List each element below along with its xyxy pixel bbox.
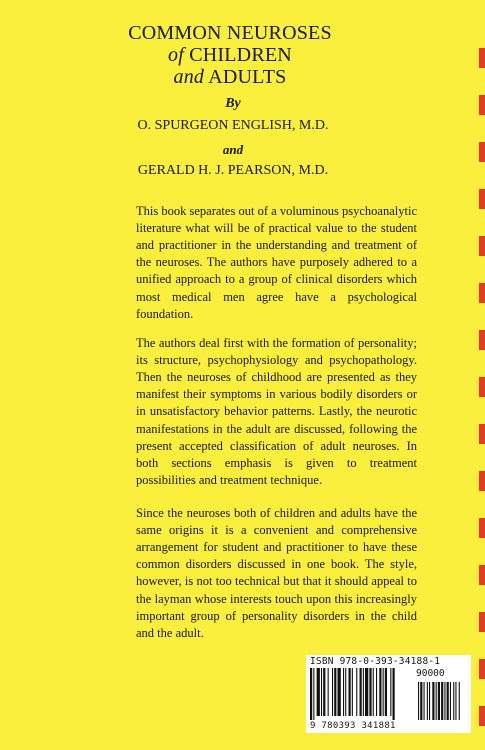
edge-mark bbox=[479, 95, 485, 115]
red-edge-marks bbox=[477, 0, 485, 750]
edge-mark bbox=[479, 142, 485, 162]
edge-mark bbox=[479, 612, 485, 632]
author-1: O. SPURGEON ENGLISH, M.D. bbox=[137, 118, 329, 133]
isbn-text: ISBN 978-0-393-34188-1 bbox=[310, 656, 441, 667]
title-children: CHILDREN bbox=[189, 44, 292, 66]
title-line-3 bbox=[60, 66, 400, 89]
description-paragraph-1: This book separates out of a voluminous psychoanalytic literature what will be of practical value to the student and practitioner in the understanding and treatment of the neuroses. The authors have purposely adhered to a unified approach to a group of clinical disorders which most medical men agree have a psychological foundation. bbox=[136, 203, 417, 321]
edge-mark bbox=[479, 471, 485, 491]
title-of: of bbox=[168, 44, 185, 66]
edge-mark bbox=[479, 48, 485, 68]
description-paragraph-2: The authors deal first with the formation of personality; its structure, psychophysiology and psychopathology. Then the neuroses of childhood are presented as they manifest their symptoms in various bodily disorders or in unsatisfactory behavior patterns. Lastly, the neurotic manifestations in the adult are discussed, following the present accepted classification of adult neuroses. In both sections emphasis is given to treatment possibilities and treatment technique. bbox=[136, 335, 417, 488]
edge-mark bbox=[479, 565, 485, 585]
edge-mark bbox=[479, 377, 485, 397]
by-label: By bbox=[225, 96, 241, 111]
title-line-2 bbox=[60, 44, 400, 67]
title-common-neuroses: COMMON NEUROSES bbox=[128, 22, 332, 44]
title-line-1 bbox=[60, 22, 400, 45]
title-and: and bbox=[173, 66, 205, 88]
barcode-icon bbox=[310, 668, 470, 722]
edge-mark bbox=[479, 518, 485, 538]
description-paragraph-3: Since the neuroses both of children and adults have the same origins it is a convenient and comprehensive arrangement for student and practitioner to have these common disorders discussed in one book. The style, however, is not too technical but that it should appeal to the layman whose interests touch upon this increasingly important group of personality disorders in the child and the adult. bbox=[136, 505, 417, 640]
barcode-number: 9 780393 341881 bbox=[310, 721, 396, 731]
and-label: and bbox=[222, 142, 244, 157]
barcode-addon-number: 90000 bbox=[416, 668, 445, 679]
edge-mark bbox=[479, 236, 485, 256]
edge-mark bbox=[479, 706, 485, 726]
edge-mark bbox=[479, 283, 485, 303]
barcode-label bbox=[306, 655, 471, 733]
edge-mark bbox=[479, 330, 485, 350]
edge-mark bbox=[479, 189, 485, 209]
title-adults: ADULTS bbox=[208, 66, 287, 88]
author-2: GERALD H. J. PEARSON, M.D. bbox=[137, 163, 329, 178]
edge-mark bbox=[479, 659, 485, 679]
edge-mark bbox=[479, 424, 485, 444]
